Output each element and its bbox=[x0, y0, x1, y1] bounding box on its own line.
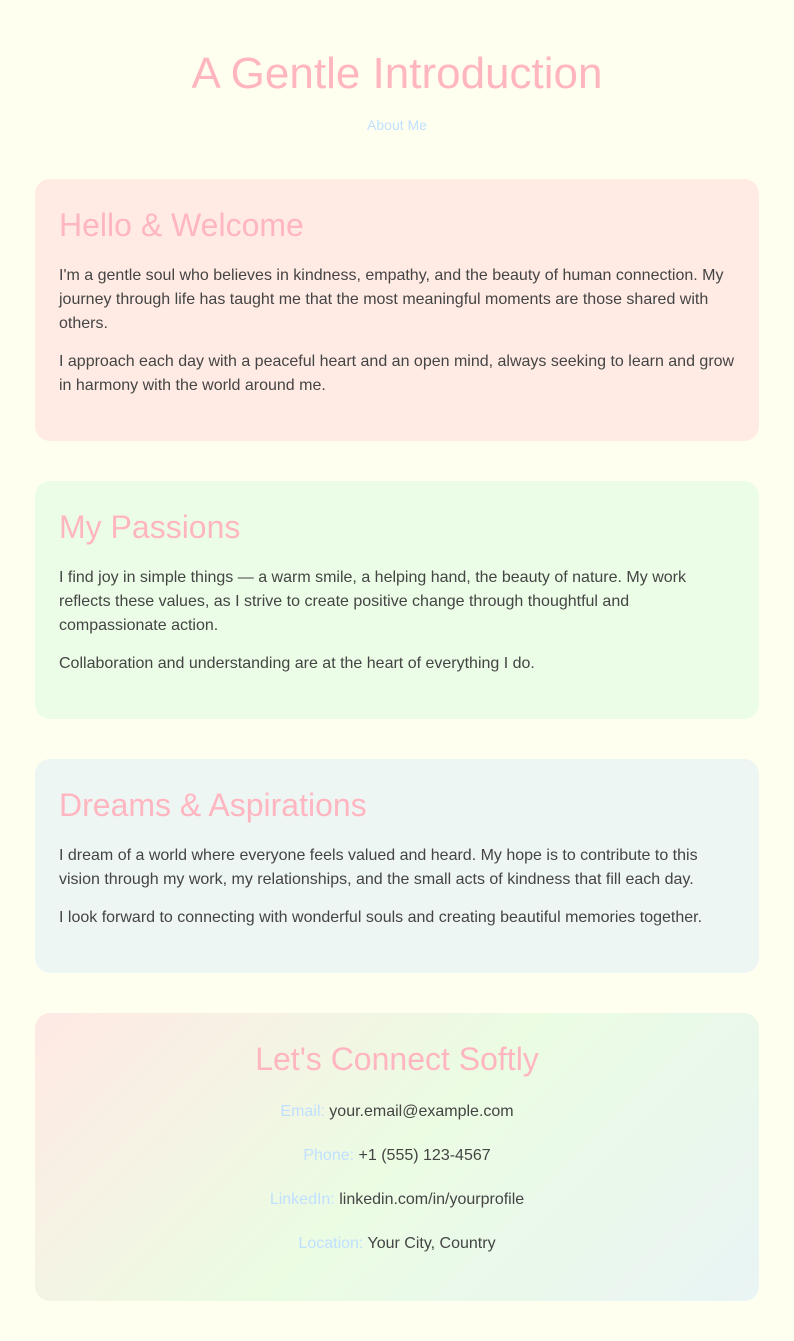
contact-item-email bbox=[59, 1100, 735, 1124]
section-paragraph: I'm a gentle soul who believes in kindness, empathy, and the beauty of human connection. My journey through life has taught me that the most meaningful moments are those shared with others. bbox=[59, 267, 724, 332]
section-title: Dreams & Aspirations bbox=[59, 787, 367, 823]
section-paragraph: Collaboration and understanding are at the heart of everything I do. bbox=[59, 655, 535, 672]
contact-item-location bbox=[59, 1232, 735, 1256]
contact-label: Email: bbox=[280, 1103, 325, 1120]
contact-phone-value: +1 (555) 123-4567 bbox=[358, 1147, 491, 1164]
main-content bbox=[35, 179, 759, 1328]
section-my-passions bbox=[35, 481, 759, 719]
section-hello-welcome bbox=[35, 179, 759, 441]
contact-email-value: your.email@example.com bbox=[329, 1103, 514, 1120]
nav bbox=[35, 115, 759, 135]
contact-label: Location: bbox=[298, 1235, 364, 1252]
section-paragraph: I find joy in simple things — a warm smile, a helping hand, the beauty of nature. My work reflects these values, as I strive to create positive change through thoughtful and compassionate action. bbox=[59, 569, 686, 634]
page-header bbox=[35, 0, 759, 135]
section-title: My Passions bbox=[59, 509, 241, 545]
contact-item-linkedin bbox=[59, 1188, 735, 1212]
section-paragraph: I approach each day with a peaceful heart and an open mind, always seeking to learn and grow in harmony with the world around me. bbox=[59, 353, 735, 394]
contact-title: Let's Connect Softly bbox=[255, 1041, 539, 1077]
section-title: Hello & Welcome bbox=[59, 207, 304, 243]
section-dreams-aspirations bbox=[35, 759, 759, 973]
contact-label: Phone: bbox=[303, 1147, 355, 1164]
contact-label: LinkedIn: bbox=[269, 1191, 335, 1208]
nav-link-about-me[interactable]: About Me bbox=[367, 117, 427, 133]
contact-location-value: Your City, Country bbox=[367, 1235, 496, 1252]
contact-item-phone bbox=[59, 1144, 735, 1168]
section-contact bbox=[35, 1013, 759, 1301]
contact-linkedin-value: linkedin.com/in/yourprofile bbox=[339, 1191, 525, 1208]
section-paragraph: I dream of a world where everyone feels valued and heard. My hope is to contribute to this vision through my work, my relationships, and the small acts of kindness that fill each day. bbox=[59, 847, 698, 888]
section-paragraph: I look forward to connecting with wonderful souls and creating beautiful memories together. bbox=[59, 909, 703, 926]
page-title: A Gentle Introduction bbox=[191, 49, 603, 98]
